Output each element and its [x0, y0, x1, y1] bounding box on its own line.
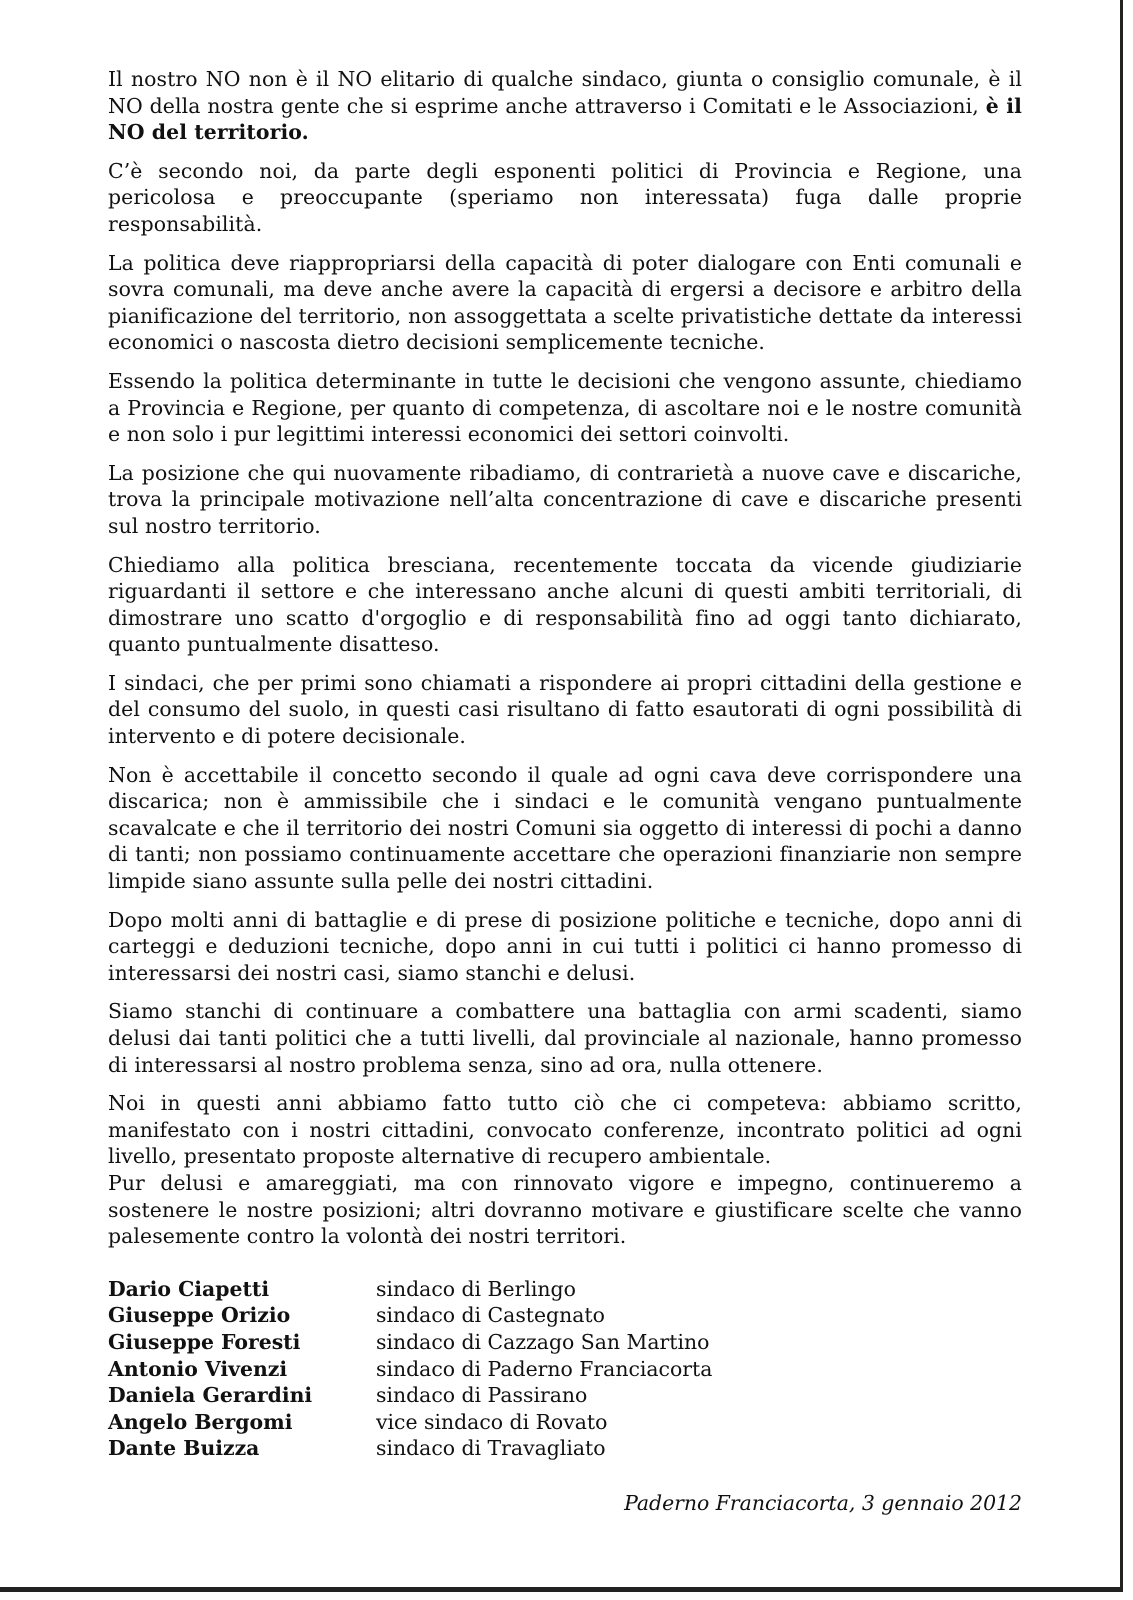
paragraph-6: Chiediamo alla politica bresciana, recentemente toccata da vicende giudiziarie riguardanti il settore e che interessano anche alcuni di questi ambiti territoriali, di dimostrare uno scatto d'orgoglio e di responsabilità fino ad oggi tanto dichiarato, quanto puntualmente disatteso. — [108, 552, 1022, 657]
paragraph-1-bold: è il NO del territorio. — [108, 93, 1023, 145]
signature-name: Dante Buizza — [108, 1436, 260, 1461]
signature-role: vice sindaco di Rovato — [376, 1409, 608, 1434]
paragraph-9: Dopo molti anni di battaglie e di prese di posizione politiche e tecniche, dopo anni di carteggi e deduzioni tecniche, dopo anni in cui tutti i politici ci hanno promesso di interessarsi dei nostri casi, siamo stanchi e delusi. — [108, 907, 1022, 985]
paragraph-1-text: Il nostro NO non è il NO elitario di qualche sindaco, giunta o consiglio comunale, è il NO della nostra gente che si esprime anche attraverso i Comitati e le Associazioni, — [108, 67, 1022, 118]
paragraph-7: I sindaci, che per primi sono chiamati a rispondere ai propri cittadini della gestione e del consumo del suolo, in questi casi risultano di fatto esautorati di ogni possibilità di intervento e di potere decisionale. — [108, 670, 1022, 749]
paragraph-12: Pur delusi e amareggiati, ma con rinnovato vigore e impegno, continueremo a sostenere le nostre posizioni; altri dovranno motivare e giustificare scelte che vanno palesemente contro la volontà dei nostri territori. — [108, 1170, 1022, 1249]
paragraph-11: Noi in questi anni abbiamo fatto tutto ciò che ci competeva: abbiamo scritto, manifestato con i nostri cittadini, convocato conferenze, incontrato politici ad ogni livello, presentato proposte alternative di recupero ambientale. — [108, 1091, 1022, 1169]
signature-name: Antonio Vivenzi — [108, 1356, 288, 1381]
signature-role: sindaco di Berlingo — [376, 1276, 576, 1301]
signature-row — [108, 1356, 1022, 1383]
document-body — [108, 66, 1023, 1515]
paragraph-3: La politica deve riappropriarsi della capacità di poter dialogare con Enti comunali e sovra comunali, ma deve anche avere la capacità di ergersi a decisore e arbitro della pianificazione del territorio, non assoggettata a scelte privatistiche dettate da interessi economici o nascosta dietro decisioni semplicemente tecniche. — [108, 250, 1022, 355]
paragraph-4: Essendo la politica determinante in tutte le decisioni che vengono assunte, chiediamo a Provincia e Regione, per quanto di competenza, di ascoltare noi e le nostre comunità e non solo i pur legittimi interessi economici dei settori coinvolti. — [108, 368, 1022, 447]
signature-row — [108, 1409, 1022, 1436]
signature-row — [108, 1382, 1022, 1409]
signature-row — [108, 1276, 1022, 1303]
paragraph-8: Non è accettabile il concetto secondo il quale ad ogni cava deve corrispondere una discarica; non è ammissibile che i sindaci e le comunità vengano puntualmente scavalcate e che il territorio dei nostri Comuni sia oggetto di interessi di pochi a danno di tanti; non possiamo continuamente accettare che operazioni finanziarie non sempre limpide siano assunte sulla pelle dei nostri cittadini. — [108, 762, 1022, 894]
signature-name: Giuseppe Foresti — [108, 1329, 301, 1354]
signature-role: sindaco di Cazzago San Martino — [376, 1329, 710, 1354]
signature-role: sindaco di Passirano — [376, 1383, 588, 1408]
signature-name: Angelo Bergomi — [108, 1409, 293, 1434]
signature-name: Dario Ciapetti — [108, 1276, 270, 1301]
signature-role: sindaco di Paderno Franciacorta — [376, 1356, 713, 1381]
signature-role: sindaco di Travagliato — [376, 1436, 606, 1461]
signature-row — [108, 1329, 1022, 1356]
paragraph-10: Siamo stanchi di continuare a combattere una battaglia con armi scadenti, siamo delusi dai tanti politici che a tutti livelli, dal provinciale al nazionale, hanno promesso di interessarsi al nostro problema senza, sino ad ora, nulla ottenere. — [108, 999, 1022, 1077]
signature-list — [108, 1276, 1022, 1462]
place-date: Paderno Franciacorta, 3 gennaio 2012 — [624, 1491, 1022, 1515]
paragraph-1 — [108, 66, 1022, 146]
paragraph-5: La posizione che qui nuovamente ribadiamo, di contrarietà a nuove cave e discariche, trova la principale motivazione nell’alta concentrazione di cave e discariche presenti sul nostro territorio. — [108, 460, 1022, 538]
paragraph-2: C’è secondo noi, da parte degli esponenti politici di Provincia e Regione, una pericolosa e preoccupante (speriamo non interessata) fuga dalle proprie responsabilità. — [108, 158, 1022, 236]
signature-row — [108, 1302, 1022, 1329]
signature-role: sindaco di Castegnato — [376, 1303, 605, 1328]
signature-name: Daniela Gerardini — [108, 1383, 313, 1408]
signature-row — [108, 1435, 1022, 1462]
signature-name: Giuseppe Orizio — [108, 1303, 291, 1328]
